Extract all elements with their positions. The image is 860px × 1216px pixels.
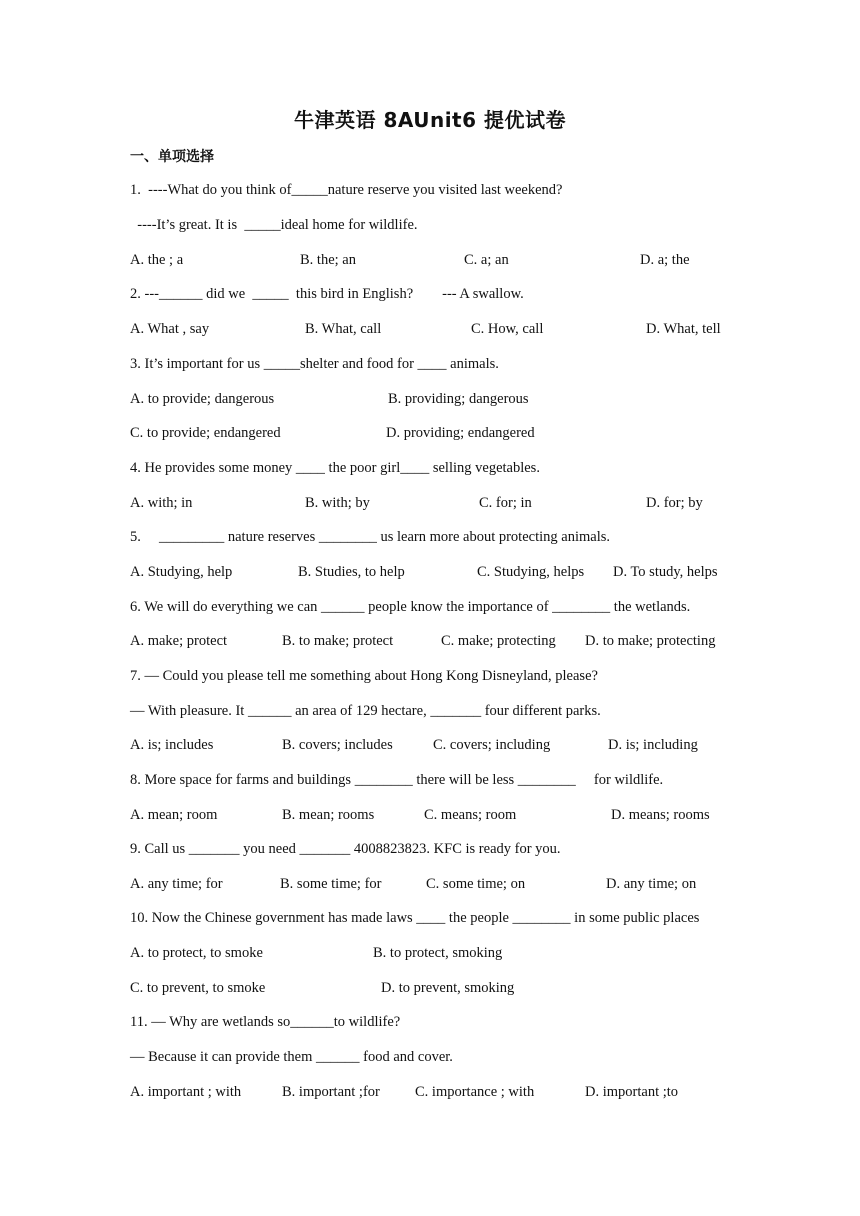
question-1-option-d: D. a; the	[640, 252, 690, 268]
question-7-option-b: B. covers; includes	[282, 737, 393, 753]
question-4-option-d: D. for; by	[646, 495, 703, 511]
question-1-option-a: A. the ; a	[130, 252, 184, 268]
question-7-option-a: A. is; includes	[130, 737, 214, 753]
question-3-option-b: B. providing; dangerous	[388, 391, 529, 407]
question-5-stem: 5. _________ nature reserves ________ us learn more about protecting animals.	[130, 529, 610, 545]
question-2-option-c: C. How, call	[471, 321, 544, 337]
question-5-option-b: B. Studies, to help	[298, 564, 405, 580]
question-5-option-a: A. Studying, help	[130, 564, 233, 580]
question-3-option-a: A. to provide; dangerous	[130, 391, 275, 407]
question-4-stem: 4. He provides some money ____ the poor girl____ selling vegetables.	[130, 460, 540, 476]
question-8-stem: 8. More space for farms and buildings ________ there will be less ________ for wildlife.	[130, 772, 664, 788]
question-6-option-c: C. make; protecting	[441, 633, 556, 649]
question-8-option-b: B. mean; rooms	[282, 807, 375, 823]
question-9-option-c: C. some time; on	[426, 876, 526, 892]
question-4-option-a: A. with; in	[130, 495, 193, 511]
question-10-option-c: C. to prevent, to smoke	[130, 980, 266, 996]
question-8-option-d: D. means; rooms	[611, 807, 710, 823]
question-1-stem-2: ----It’s great. It is _____ideal home for wildlife.	[130, 217, 418, 233]
question-2-option-a: A. What , say	[130, 321, 210, 337]
question-3-option-c: C. to provide; endangered	[130, 425, 281, 441]
question-9-option-a: A. any time; for	[130, 876, 223, 892]
question-2-option-b: B. What, call	[305, 321, 382, 337]
question-11-option-a: A. important ; with	[130, 1084, 242, 1100]
question-6-stem: 6. We will do everything we can ______ people know the importance of ________ the wetlands.	[130, 599, 691, 615]
question-9-stem: 9. Call us _______ you need _______ 4008823823. KFC is ready for you.	[130, 841, 561, 857]
question-2-option-d: D. What, tell	[646, 321, 721, 337]
question-10-option-a: A. to protect, to smoke	[130, 945, 263, 961]
question-10-option-b: B. to protect, smoking	[373, 945, 503, 961]
question-11-stem-2: — Because it can provide them ______ food and cover.	[130, 1049, 453, 1065]
question-8-option-c: C. means; room	[424, 807, 517, 823]
question-1-stem-1: 1. ----What do you think of_____nature reserve you visited last weekend?	[130, 182, 563, 198]
question-7-stem-1: 7. — Could you please tell me something about Hong Kong Disneyland, please?	[130, 668, 598, 684]
question-3-stem: 3. It’s important for us _____shelter and food for ____ animals.	[130, 356, 499, 372]
question-7-option-d: D. is; including	[608, 737, 698, 753]
question-11-stem-1: 11. — Why are wetlands so______to wildlife?	[130, 1014, 401, 1030]
question-11-option-c: C. importance ; with	[415, 1084, 535, 1100]
question-6-option-a: A. make; protect	[130, 633, 228, 649]
question-11-option-d: D. important ;to	[585, 1084, 679, 1100]
question-9-option-d: D. any time; on	[606, 876, 697, 892]
question-7-stem-2: — With pleasure. It ______ an area of 129 hectare, _______ four different parks.	[130, 703, 601, 719]
question-11-option-b: B. important ;for	[282, 1084, 380, 1100]
question-1-option-b: B. the; an	[300, 252, 356, 268]
question-9-option-b: B. some time; for	[280, 876, 382, 892]
question-5-option-c: C. Studying, helps	[477, 564, 585, 580]
question-8-option-a: A. mean; room	[130, 807, 218, 823]
question-4-option-b: B. with; by	[305, 495, 370, 511]
question-10-stem: 10. Now the Chinese government has made laws ____ the people ________ in some public places	[130, 910, 700, 926]
question-6-option-d: D. to make; protecting	[585, 633, 716, 649]
question-4-option-c: C. for; in	[479, 495, 532, 511]
question-10-option-d: D. to prevent, smoking	[381, 980, 515, 996]
question-5-option-d: D. To study, helps	[613, 564, 718, 580]
question-7-option-c: C. covers; including	[433, 737, 551, 753]
page-title: 牛津英语 8AUnit6 提优试卷	[293, 108, 566, 132]
question-6-option-b: B. to make; protect	[282, 633, 394, 649]
section-heading: 一、单项选择	[130, 149, 214, 165]
question-3-option-d: D. providing; endangered	[386, 425, 535, 441]
question-1-option-c: C. a; an	[464, 252, 509, 268]
question-2-stem: 2. ---______ did we _____ this bird in English? --- A swallow.	[130, 286, 524, 302]
